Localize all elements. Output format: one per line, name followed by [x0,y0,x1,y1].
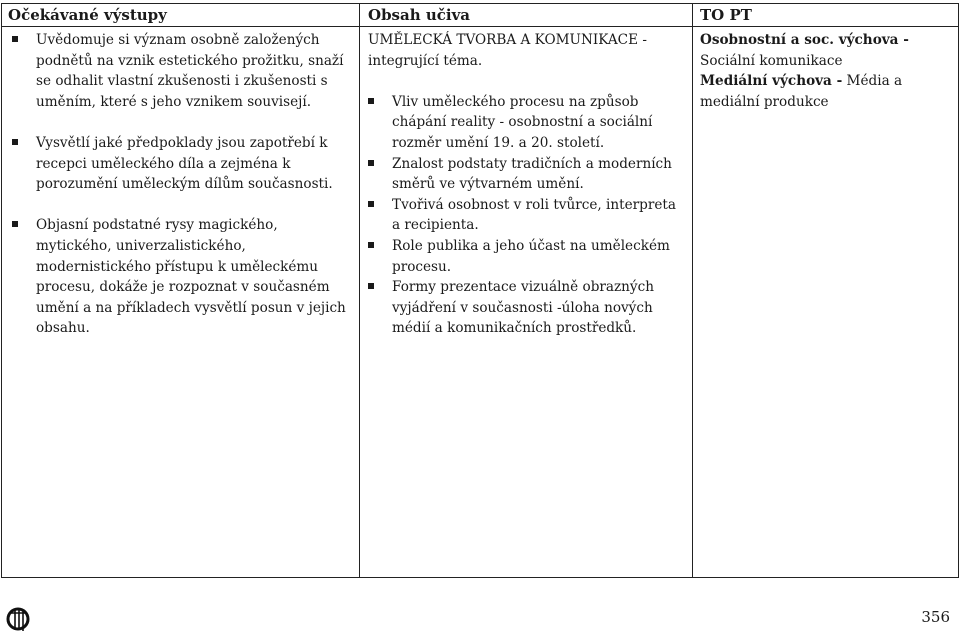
topt-theme-detail: Média a mediální produkce [700,73,903,110]
column-divider-2 [692,4,693,577]
topt-theme-title: Osobnostní a soc. výchova - [700,32,909,48]
topt-cell [700,30,955,112]
table-header [2,4,958,27]
topt-theme-detail: Sociální komunikace [700,52,843,69]
topt-entry-media [700,71,955,112]
outcome-item: Objasní podstatné rysy magického, mytického, univerzalistického, modernistického přístupu k uměleckému procesu, dokáže je rozpoznat v současném umění a na příkladech vysvětlí posun v jejich obsahu. [12,215,350,339]
outcomes-cell [12,30,350,339]
content-item: Znalost podstaty tradičních a moderních směrů ve výtvarném umění. [368,154,686,195]
content-item: Tvořivá osobnost v roli tvůrce, interpreta a recipienta. [368,195,686,236]
topt-entry-personal-social [700,30,955,71]
column-divider-1 [359,4,360,577]
content-topic: UMĚLECKÁ TVORBA A KOMUNIKACE - integrující téma. [368,32,647,69]
content-item: Formy prezentace vizuálně obrazných vyjádření v současnosti -úloha nových médií a komunikačních prostředků. [368,277,686,339]
page-number: 356 [921,608,950,626]
header-content: Obsah učiva [368,6,471,24]
curriculum-table [1,3,959,578]
content-item: Role publika a jeho účast na uměleckém procesu. [368,236,686,277]
header-outcomes: Očekávané výstupy [8,6,167,24]
outcome-item: Vysvětlí jaké předpoklady jsou zapotřebí k recepci uměleckého díla a zejména k porozumění uměleckým dílům současnosti. [12,133,350,195]
content-item: Vliv uměleckého procesu na způsob chápání reality - osobnostní a sociální rozměr umění 19. a 20. století. [368,92,686,154]
content-cell [368,30,686,339]
outcome-item: Uvědomuje si význam osobně založených podnětů na vznik estetického prožitku, snaží se odhalit vlastní zkušenosti i zkušenosti s uměním, které s jeho vznikem souvisejí. [12,30,350,112]
topt-theme-title: Mediální výchova - [700,73,843,90]
school-logo-icon [5,604,33,632]
header-topt: TO PT [700,6,752,24]
